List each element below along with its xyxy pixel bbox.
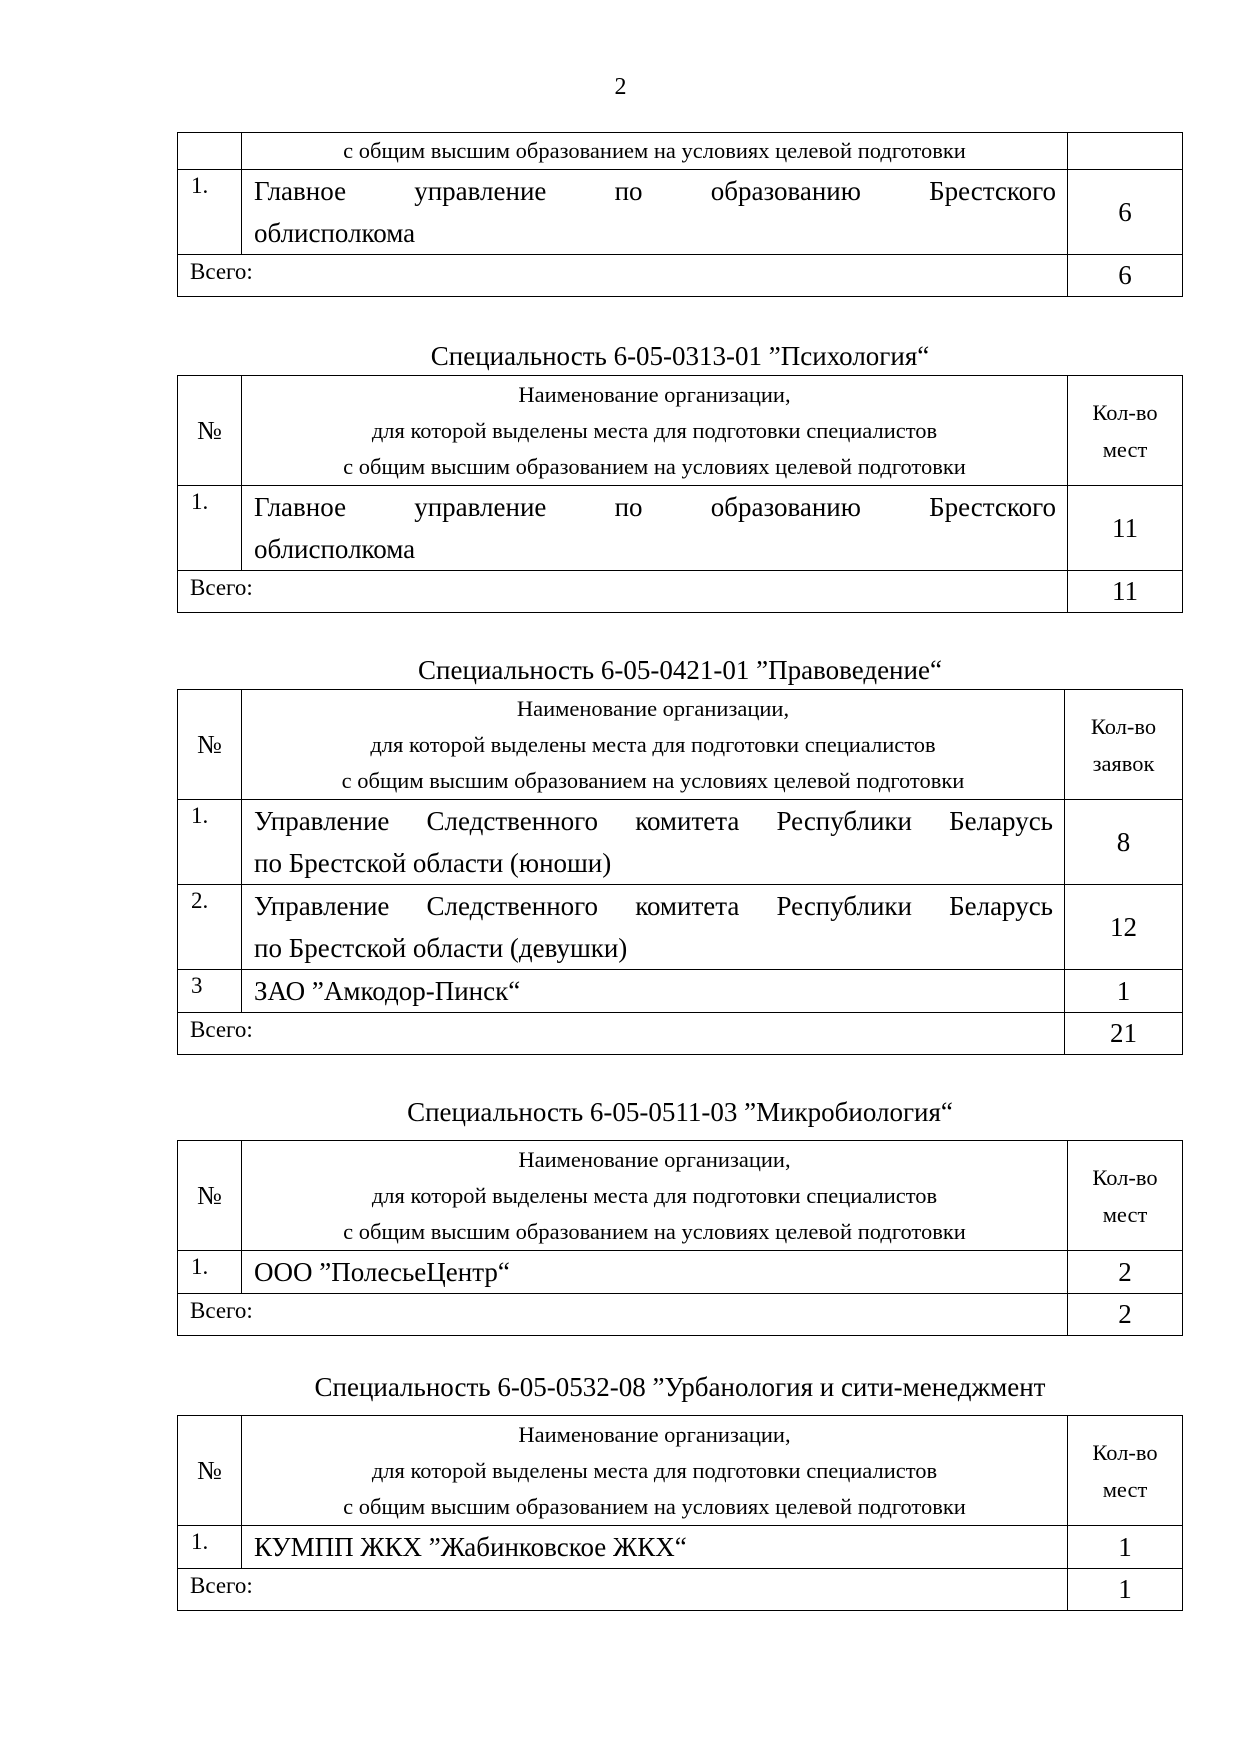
table-row xyxy=(178,1526,1183,1569)
row-qty: 1 xyxy=(1068,1526,1183,1569)
org-name-line1: Управление Следственного комитета Республики Беларусь xyxy=(254,891,1053,921)
section-table-block xyxy=(177,375,1183,613)
row-qty: 2 xyxy=(1068,1251,1183,1294)
org-name-cell xyxy=(242,170,1068,255)
section-table-block xyxy=(177,1140,1183,1336)
org-name-line1: Главное управление по образованию Брестского xyxy=(254,492,1056,522)
header-name-line3: с общим высшим образованием на условиях целевой подготовки xyxy=(343,1493,966,1519)
total-label: Всего: xyxy=(178,255,1068,297)
row-qty: 8 xyxy=(1065,800,1183,885)
section-title: Специальность 6-05-0511-03 ”Микробиология“ xyxy=(407,1097,953,1127)
header-name-line2: для которой выделены места для подготовки специалистов xyxy=(371,1182,938,1208)
org-name-line2: по Брестской области (девушки) xyxy=(254,933,628,963)
section-table xyxy=(177,375,1183,613)
row-number: 3 xyxy=(178,970,242,1013)
table-row xyxy=(178,486,1183,571)
org-name-line1: Управление Следственного комитета Республики Беларусь xyxy=(254,806,1053,836)
row-qty: 11 xyxy=(1068,486,1183,571)
header-no-cell xyxy=(178,133,242,170)
row-number: 1. xyxy=(178,486,242,571)
header-name-cell xyxy=(242,690,1065,800)
header-name-line3: с общим высшим образованием на условиях целевой подготовки xyxy=(341,767,965,793)
header-name-line1: Наименование организации, xyxy=(518,1421,791,1447)
header-name-line2: для которой выделены места для подготовки специалистов xyxy=(371,1457,938,1483)
header-qty-line2: мест xyxy=(1102,1201,1148,1227)
total-label: Всего: xyxy=(178,571,1068,613)
header-name-line1: Наименование организации, xyxy=(518,381,791,407)
org-name-cell xyxy=(242,1251,1068,1294)
total-value: 2 xyxy=(1068,1294,1183,1336)
header-name-line1: Наименование организации, xyxy=(518,1146,791,1172)
total-label: Всего: xyxy=(178,1294,1068,1336)
header-name-line2: для которой выделены места для подготовки специалистов xyxy=(371,417,938,443)
section-title: Специальность 6-05-0421-01 ”Правоведение“ xyxy=(418,655,942,685)
table-row xyxy=(178,800,1183,885)
total-row xyxy=(178,1569,1183,1611)
row-qty: 6 xyxy=(1068,170,1183,255)
row-number: 1. xyxy=(178,1526,242,1569)
header-qty-cell xyxy=(1068,133,1183,170)
header-name-cell xyxy=(242,1416,1068,1526)
table-header-row xyxy=(178,1416,1183,1526)
header-qty-line2: мест xyxy=(1102,1476,1148,1502)
total-row xyxy=(178,1294,1183,1336)
total-label: Всего: xyxy=(178,1013,1065,1055)
header-name-line3: с общим высшим образованием на условиях целевой подготовки xyxy=(343,1218,966,1244)
total-row xyxy=(178,255,1183,297)
header-qty-line2: мест xyxy=(1102,436,1148,462)
header-name-cell xyxy=(242,376,1068,486)
org-name-line1: КУМПП ЖКХ ”Жабинковское ЖКХ“ xyxy=(254,1532,687,1562)
total-value: 1 xyxy=(1068,1569,1183,1611)
table-header-row xyxy=(178,376,1183,486)
org-name-line1: ООО ”ПолесьеЦентр“ xyxy=(254,1257,510,1287)
continuation-table-block xyxy=(177,132,1183,297)
header-name-cell xyxy=(242,1141,1068,1251)
total-row xyxy=(178,571,1183,613)
section-table-block xyxy=(177,689,1183,1055)
header-qty-line2: заявок xyxy=(1092,750,1155,776)
total-value: 21 xyxy=(1065,1013,1183,1055)
org-name-line2: облисполкома xyxy=(254,534,416,564)
org-name-cell xyxy=(242,885,1065,970)
org-name-line2: облисполкома xyxy=(254,218,416,248)
header-no-cell: № xyxy=(178,1141,242,1251)
header-qty-line1: Кол-во xyxy=(1092,1439,1158,1465)
table-row xyxy=(178,170,1183,255)
header-qty-line1: Кол-во xyxy=(1090,713,1157,739)
section-title: Специальность 6-05-0532-08 ”Урбанология и сити-менеджмент xyxy=(314,1372,1046,1402)
header-qty-line1: Кол-во xyxy=(1092,399,1158,425)
row-number: 1. xyxy=(178,800,242,885)
total-value: 11 xyxy=(1068,571,1183,613)
row-number: 1. xyxy=(178,1251,242,1294)
row-qty: 12 xyxy=(1065,885,1183,970)
total-label: Всего: xyxy=(178,1569,1068,1611)
row-qty: 1 xyxy=(1065,970,1183,1013)
total-row xyxy=(178,1013,1183,1055)
table-row xyxy=(178,1251,1183,1294)
row-number: 1. xyxy=(178,170,242,255)
page-number: 2 xyxy=(614,74,627,100)
org-name-line2: по Брестской области (юноши) xyxy=(254,848,612,878)
header-qty-cell xyxy=(1065,690,1183,800)
section-table xyxy=(177,1415,1183,1611)
section-table-block xyxy=(177,1415,1183,1611)
header-qty-cell xyxy=(1068,376,1183,486)
org-name-cell xyxy=(242,800,1065,885)
org-name-line1: Главное управление по образованию Брестского xyxy=(254,176,1056,206)
section-table xyxy=(177,1140,1183,1336)
header-name-cell: с общим высшим образованием на условиях целевой подготовки xyxy=(242,133,1068,170)
row-number: 2. xyxy=(178,885,242,970)
header-name-line3: с общим высшим образованием на условиях целевой подготовки xyxy=(343,453,966,479)
header-name-line2: для которой выделены места для подготовки специалистов xyxy=(370,731,936,757)
header-qty-cell xyxy=(1068,1141,1183,1251)
org-name-cell xyxy=(242,970,1065,1013)
table-header-row xyxy=(178,690,1183,800)
section-table xyxy=(177,689,1183,1055)
continuation-header-row xyxy=(178,133,1183,170)
org-name-line1: ЗАО ”Амкодор-Пинск“ xyxy=(254,976,521,1006)
continuation-table xyxy=(177,132,1183,297)
table-header-row xyxy=(178,1141,1183,1251)
org-name-cell xyxy=(242,1526,1068,1569)
header-qty-line1: Кол-во xyxy=(1092,1164,1158,1190)
header-name-line1: Наименование организации, xyxy=(516,695,790,721)
header-qty-cell xyxy=(1068,1416,1183,1526)
header-no-cell: № xyxy=(178,376,242,486)
section-title: Специальность 6-05-0313-01 ”Психология“ xyxy=(430,341,930,371)
header-no-cell: № xyxy=(178,1416,242,1526)
header-no-cell: № xyxy=(178,690,242,800)
table-row xyxy=(178,885,1183,970)
total-value: 6 xyxy=(1068,255,1183,297)
org-name-cell xyxy=(242,486,1068,571)
table-row xyxy=(178,970,1183,1013)
